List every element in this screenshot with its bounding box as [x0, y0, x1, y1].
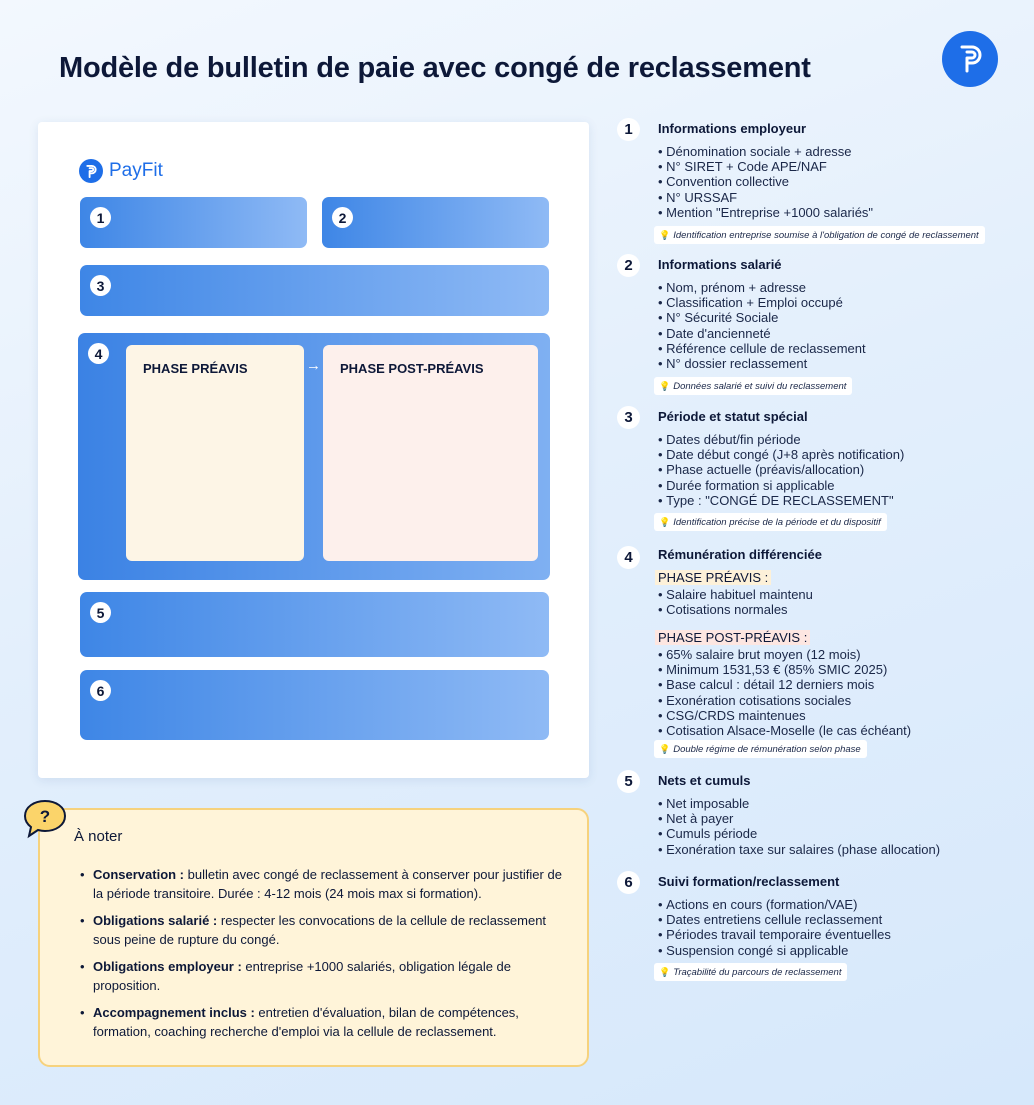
payslip-block-employer: [80, 197, 307, 248]
section-items: [658, 144, 873, 220]
note-item: [78, 957, 573, 995]
payslip-block-remuneration: [78, 333, 550, 580]
svg-text:?: ?: [39, 807, 51, 826]
note-item: [78, 911, 573, 949]
list-item: • Cotisations normales: [658, 602, 813, 617]
section-items: [658, 432, 904, 508]
section-number-badge: 5: [617, 770, 640, 793]
note-item: [78, 865, 573, 903]
block-number-badge: 3: [90, 275, 111, 296]
note-item-label: Obligations salarié :: [93, 913, 218, 928]
section-items: [658, 280, 866, 371]
list-item: • Nom, prénom + adresse: [658, 280, 866, 295]
payslip-brand: [79, 159, 163, 183]
lightbulb-icon: 💡: [659, 517, 671, 527]
list-item: • Périodes travail temporaire éventuelles: [658, 927, 891, 942]
list-item: • Convention collective: [658, 174, 873, 189]
section-items: [658, 897, 891, 958]
lightbulb-icon: 💡: [659, 967, 671, 977]
phase-preavis-group: [655, 569, 813, 617]
note-item-label: Accompagnement inclus :: [93, 1005, 255, 1020]
block-number-badge: 5: [90, 602, 111, 623]
list-item: • Minimum 1531,53 € (85% SMIC 2025): [658, 662, 911, 677]
list-item: • N° URSSAF: [658, 190, 873, 205]
list-item: • Base calcul : détail 12 derniers mois: [658, 677, 911, 692]
lightbulb-icon: 💡: [659, 381, 671, 391]
note-item: [78, 1003, 573, 1041]
section-tip: [654, 226, 985, 244]
list-item: • Mention "Entreprise +1000 salariés": [658, 205, 873, 220]
arrow-right-icon: →: [306, 357, 321, 374]
tip-text: Double régime de rémunération selon phase: [673, 744, 861, 755]
payslip-block-nets: [80, 592, 549, 657]
section-number-badge: 4: [617, 546, 640, 569]
list-item: • Durée formation si applicable: [658, 478, 904, 493]
list-item: • Salaire habituel maintenu: [658, 587, 813, 602]
note-item-text: entreprise +1000 salariés, obligation légale de proposition.: [93, 959, 512, 993]
block-number-badge: 2: [332, 207, 353, 228]
list-item: • Cumuls période: [658, 826, 940, 841]
phase-preavis-label: PHASE PRÉAVIS :: [655, 570, 771, 585]
phase-preavis-panel: [126, 345, 304, 561]
list-item: • Date d'ancienneté: [658, 326, 866, 341]
section-items: [655, 647, 911, 738]
list-item: • Net à payer: [658, 811, 940, 826]
list-item: • Net imposable: [658, 796, 940, 811]
payfit-mark-icon: [79, 159, 103, 183]
section-title: Nets et cumuls: [658, 773, 751, 788]
section-title: Informations salarié: [658, 257, 782, 272]
section-tip: [654, 963, 847, 981]
note-item-label: Obligations employeur :: [93, 959, 242, 974]
section-items: [658, 796, 940, 857]
block-number-badge: 1: [90, 207, 111, 228]
list-item: • Date début congé (J+8 après notification): [658, 447, 904, 462]
section-tip: [654, 513, 887, 531]
note-box: [38, 808, 589, 1067]
list-item: • Exonération cotisations sociales: [658, 693, 911, 708]
list-item: • Dates entretiens cellule reclassement: [658, 912, 891, 927]
list-item: • Classification + Emploi occupé: [658, 295, 866, 310]
payslip-block-training: [80, 670, 549, 740]
section-items: [655, 587, 813, 617]
section-title: Rémunération différenciée: [658, 547, 822, 562]
note-item-text: entretien d'évaluation, bilan de compétences, formation, coaching recherche d'emploi via la cellule de reclassement.: [93, 1005, 519, 1039]
payslip-brand-name: PayFit: [109, 160, 163, 181]
question-bubble-icon: [23, 799, 67, 839]
list-item: • Cotisation Alsace-Moselle (le cas échéant): [658, 723, 911, 738]
list-item: • Phase actuelle (préavis/allocation): [658, 462, 904, 477]
payslip-card: [38, 122, 589, 778]
section-tip: [654, 377, 852, 395]
payslip-block-employee: [322, 197, 549, 248]
note-title: À noter: [74, 828, 123, 845]
phase-post-preavis-title: PHASE POST-PRÉAVIS: [340, 361, 484, 376]
section-tip: [654, 740, 867, 758]
note-item-label: Conservation :: [93, 867, 185, 882]
section-number-badge: 6: [617, 871, 640, 894]
lightbulb-icon: 💡: [659, 230, 671, 240]
list-item: • Dénomination sociale + adresse: [658, 144, 873, 159]
lightbulb-icon: 💡: [659, 744, 671, 754]
section-number-badge: 3: [617, 406, 640, 429]
tip-text: Données salarié et suivi du reclassement: [673, 381, 847, 392]
list-item: • N° Sécurité Sociale: [658, 310, 866, 325]
list-item: • Dates début/fin période: [658, 432, 904, 447]
tip-text: Traçabilité du parcours de reclassement: [673, 967, 842, 978]
page-title: Modèle de bulletin de paie avec congé de reclassement: [59, 52, 811, 84]
note-item-text: bulletin avec congé de reclassement à conserver pour justifier de la période transitoire. Durée : 4-12 mois (24 mois max si formation).: [93, 867, 562, 901]
payfit-logo-icon: [942, 31, 998, 87]
list-item: • 65% salaire brut moyen (12 mois): [658, 647, 911, 662]
section-title: Période et statut spécial: [658, 409, 808, 424]
phase-post-preavis-label: PHASE POST-PRÉAVIS :: [655, 630, 810, 645]
block-number-badge: 6: [90, 680, 111, 701]
list-item: • N° dossier reclassement: [658, 356, 866, 371]
list-item: • Suspension congé si applicable: [658, 943, 891, 958]
section-title: Suivi formation/reclassement: [658, 874, 840, 889]
list-item: • CSG/CRDS maintenues: [658, 708, 911, 723]
phase-post-preavis-panel: [323, 345, 538, 561]
payslip-block-period: [80, 265, 549, 316]
section-number-badge: 2: [617, 254, 640, 277]
tip-text: Identification entreprise soumise à l'obligation de congé de reclassement: [673, 230, 979, 241]
note-list: [78, 865, 573, 1049]
phase-post-preavis-group: [655, 629, 911, 738]
section-number-badge: 1: [617, 118, 640, 141]
phase-preavis-title: PHASE PRÉAVIS: [143, 361, 248, 376]
note-item-text: respecter les convocations de la cellule de reclassement sous peine de rupture du congé.: [93, 913, 547, 947]
list-item: • Référence cellule de reclassement: [658, 341, 866, 356]
tip-text: Identification précise de la période et du dispositif: [673, 517, 881, 528]
block-number-badge: 4: [88, 343, 109, 364]
list-item: • N° SIRET + Code APE/NAF: [658, 159, 873, 174]
section-title: Informations employeur: [658, 121, 807, 136]
list-item: • Type : "CONGÉ DE RECLASSEMENT": [658, 493, 904, 508]
list-item: • Exonération taxe sur salaires (phase allocation): [658, 842, 940, 857]
list-item: • Actions en cours (formation/VAE): [658, 897, 891, 912]
